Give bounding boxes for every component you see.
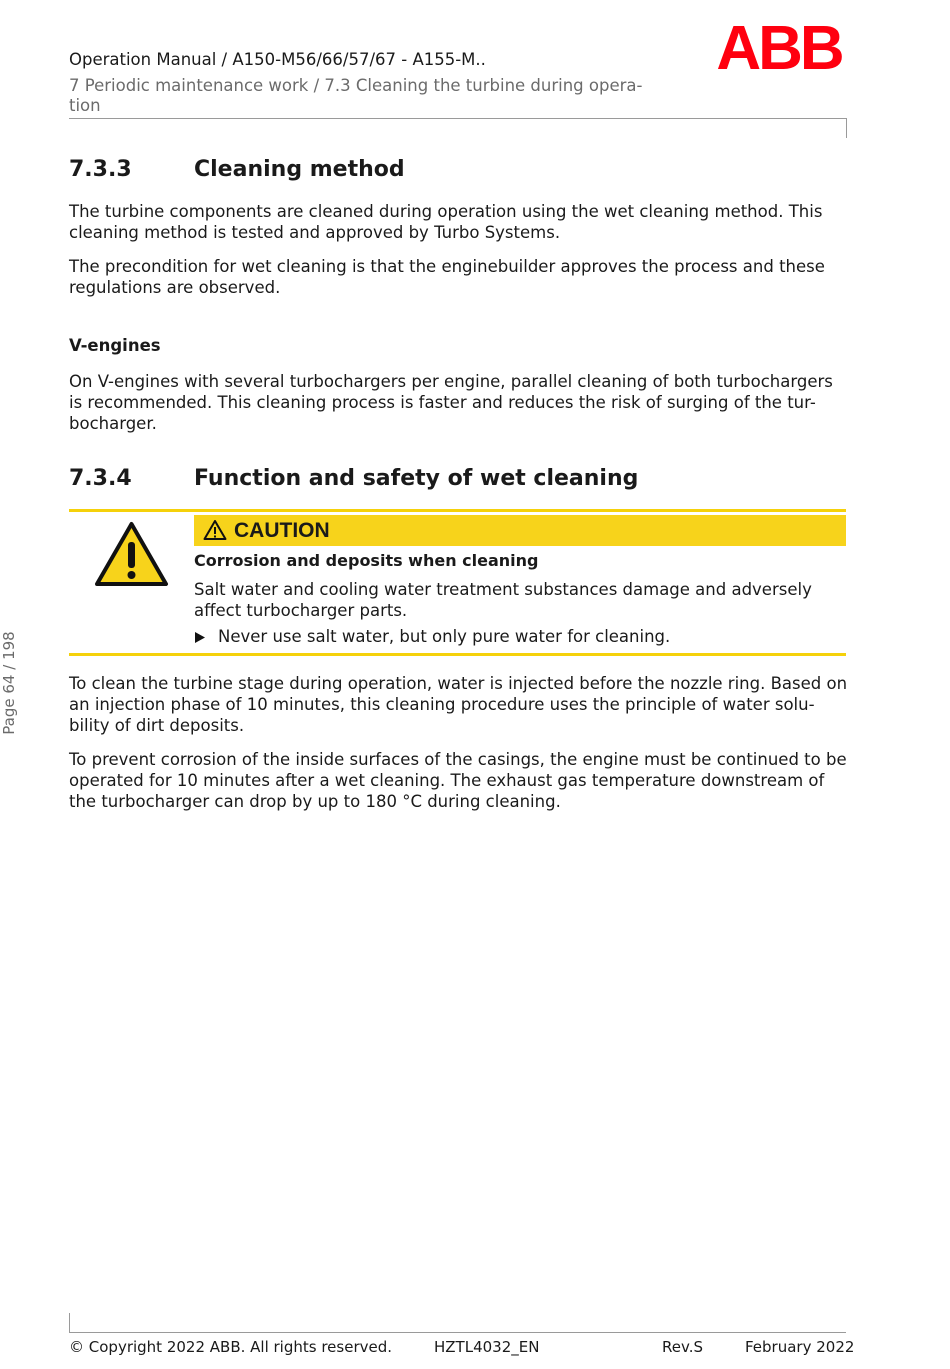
page-number: Page 64 / 198	[0, 631, 18, 735]
footer-divider-tick	[69, 1313, 70, 1333]
paragraph: To prevent corrosion of the inside surfaces of the casings, the engine must be continued to be operated for 10 minutes after a wet cleaning. The exhaust gas temperature downstream of the turbocharger can drop by up to 180 °C during cleaning.	[69, 750, 847, 811]
paragraph: To clean the turbine stage during operation, water is injected before the nozzle ring. Based on an injection phase of 10 minutes, this cleaning procedure uses the principle of water solu-bility of dirt deposits.	[69, 674, 848, 735]
section-number: 7.3.4	[69, 466, 132, 491]
warning-icon	[203, 519, 227, 541]
paragraph: The turbine components are cleaned during operation using the wet cleaning method. This cleaning method is tested and approved by Turbo Systems.	[69, 202, 823, 242]
caution-instruction: Never use salt water, but only pure water for cleaning.	[218, 627, 671, 646]
caution-label: CAUTION	[234, 519, 330, 542]
header-divider-tick	[846, 118, 847, 138]
copyright: © Copyright 2022 ABB. All rights reserved.	[69, 1338, 393, 1356]
warning-triangle-icon	[94, 520, 169, 587]
document-id: HZTL4032_EN	[434, 1338, 540, 1356]
caution-top-rule	[69, 509, 846, 512]
caution-heading: Corrosion and deposits when cleaning	[194, 551, 539, 570]
bullet-arrow-icon	[194, 631, 206, 644]
logo-text: ABB	[716, 20, 842, 72]
abb-logo	[712, 20, 846, 72]
breadcrumb: 7 Periodic maintenance work / 7.3 Cleaning the turbine during opera-tion	[69, 76, 643, 115]
section-title: Cleaning method	[194, 157, 405, 182]
section-number: 7.3.3	[69, 157, 132, 182]
paragraph: On V-engines with several turbochargers per engine, parallel cleaning of both turbochargers is recommended. This cleaning process is faster and reduces the risk of surging of the tur-bocharger.	[69, 372, 833, 433]
document-title: Operation Manual / A150-M56/66/57/67 - A155-M..	[69, 50, 486, 69]
footer-divider	[69, 1332, 846, 1333]
subheading: V-engines	[69, 336, 161, 355]
publication-date: February 2022	[745, 1338, 855, 1356]
paragraph: The precondition for wet cleaning is that the enginebuilder approves the process and these regulations are observed.	[69, 257, 825, 297]
header-divider	[69, 118, 846, 119]
caution-bottom-rule	[69, 653, 846, 656]
revision: Rev.S	[662, 1338, 703, 1356]
caution-text: Salt water and cooling water treatment substances damage and adversely affect turbocharger parts.	[194, 580, 812, 620]
section-title: Function and safety of wet cleaning	[194, 466, 639, 491]
